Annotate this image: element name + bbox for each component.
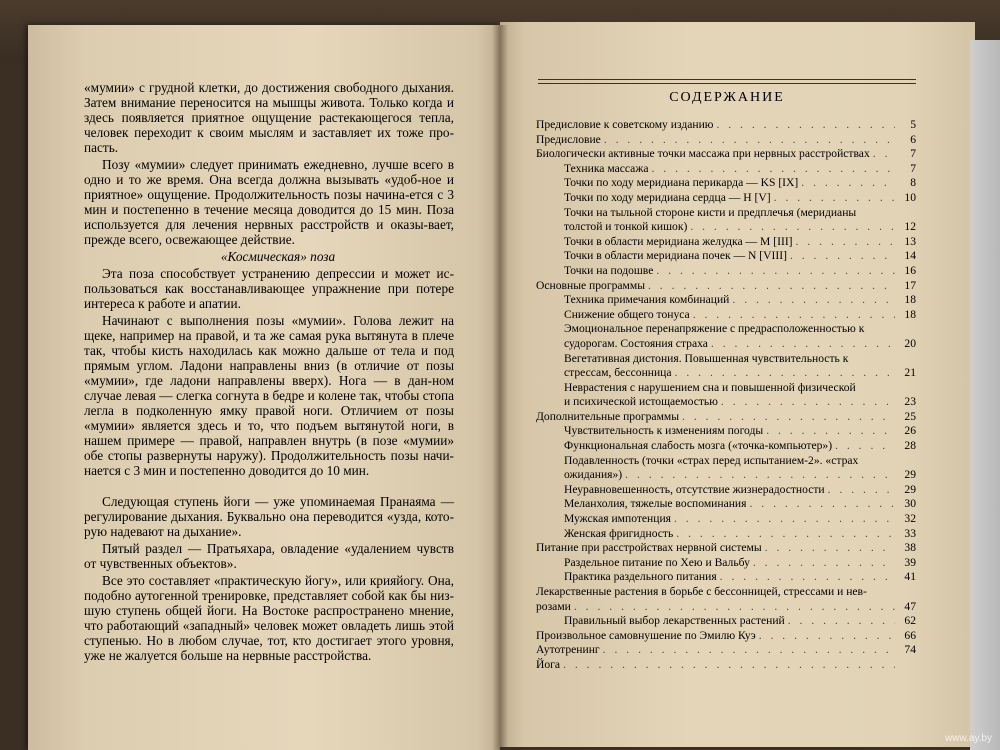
toc-entry [536,264,916,279]
toc-entry [536,337,916,352]
toc-leader-dots [682,410,895,425]
paragraph: Начинают с выполнения позы «мумии». Голова лежит на щеке, например на правой, и та же самая рука вытянута в плече так, чтобы кисть находилась как можно дальше от тела и под прямым углом. Ладони направлены вниз (в отличие от позы «мумии», где ладони направлены вверх). Нога — в дан-ном случае левая — слегка согнута в бедре и колене так, чтобы стопа легла в подколенную ямку правой ноги. Отличием от позы «мумии» является здесь и то, что подъем вытянутой ноги, в нашем примере — правой, направлен внутрь (в позе «мумии» обе стопы развернуты наружу). Продолжительность позы начи-нается с 3 мин и постепенно доводится до 10 мин. [84,313,454,478]
toc-page-number: 29 [904,482,916,496]
table-of-contents [536,118,916,673]
toc-entry-label: Техника примечания комбинаций [564,293,730,307]
toc-entry [536,570,916,585]
toc-leader-dots [721,395,895,410]
toc-entry-label: розами [536,599,571,613]
toc-entry [536,366,916,381]
toc-entry-label: Произвольное самовнушение по Эмилю Куэ [536,628,756,642]
toc-leader-dots [693,308,895,323]
paragraph: Позу «мумии» следует принимать ежедневно, лучше всего в одно и то же время. Она всегда должна вызывать «удоб-ное и приятное» ощущение. Продолжительность позы начина-ется с 3 мин и постепенно в течение месяца доводится до 15 мин. Поза используется для лечения нервных расстройств и оказы-вает, прежде всего, освежающее действие. [84,157,454,247]
toc-leader-dots [574,600,895,615]
toc-page-number: 14 [904,249,916,263]
toc-leader-dots [716,118,895,133]
toc-entry [536,424,916,439]
toc-leader-dots [801,176,895,191]
toc-page-number: 39 [904,555,916,569]
book-spine-fold [492,25,508,750]
toc-entry-line: Вегетативная дистония. Повышенная чувствительность к [564,351,849,365]
toc-page-number: 17 [904,278,916,292]
toc-entry [536,614,916,629]
toc-page-number: 66 [904,628,916,642]
toc-page-number: 7 [910,147,916,161]
toc-entry [536,235,916,250]
toc-entry-label: и психической истощаемостью [564,395,718,409]
toc-page-number: 23 [904,395,916,409]
toc-leader-dots [774,191,895,206]
toc-page-number: 32 [904,512,916,526]
toc-leader-dots [788,614,895,629]
toc-page-number: 6 [910,132,916,146]
toc-entry-label: Точки по ходу меридиана сердца — Н [V] [564,190,771,204]
left-page-text [84,80,454,663]
toc-page-number: 12 [904,220,916,234]
toc-page-number: 26 [904,424,916,438]
toc-entry [536,497,916,512]
toc-leader-dots [690,220,895,235]
toc-entry [536,147,916,162]
toc-leader-dots [835,439,895,454]
toc-leader-dots [759,629,895,644]
toc-leader-dots [656,264,895,279]
toc-entry [536,527,916,542]
toc-entry-label: Точки в области меридиана желудка — М [III] [564,234,793,248]
watermark: www.ay.by [944,733,992,744]
toc-leader-dots [796,235,895,250]
toc-leader-dots [753,556,895,571]
toc-page-number: 5 [910,118,916,131]
toc-entry-label: Женская фригидность [564,526,674,540]
toc-leader-dots [828,483,895,498]
toc-entry-label: Точки в области меридиана почек — N [VIII] [564,249,787,263]
toc-entry [536,629,916,644]
toc-entry-label: Меланхолия, тяжелые воспоминания [564,497,747,511]
toc-leader-dots [873,147,895,162]
toc-page-number: 7 [910,161,916,175]
toc-page-number: 18 [904,293,916,307]
toc-entry-line: Точки на тыльной стороне кисти и предплечья (меридианы [564,205,857,219]
toc-page-number: 38 [904,541,916,555]
toc-entry [536,483,916,498]
toc-page-number: 16 [904,263,916,277]
toc-page-number: 20 [904,336,916,350]
toc-entry [536,600,916,615]
toc-entry [536,541,916,556]
toc-leader-dots [603,643,895,658]
toc-entry-label: Неуравновешенность, отсутствие жизнерадостности [564,482,825,496]
toc-entry [536,556,916,571]
toc-entry [536,395,916,410]
toc-page-number: 8 [910,176,916,190]
toc-entry [536,118,916,133]
toc-entry [536,249,916,264]
toc-entry-label: Биологически активные точки массажа при нервных расстройствах [536,147,870,161]
toc-entry-label: судорогам. Состояния страха [564,336,708,350]
toc-entry-label: Снижение общего тонуса [564,307,690,321]
toc-leader-dots [749,497,895,512]
toc-entry-label: Чувствительность к изменениям погоды [564,424,764,438]
toc-page-number: 13 [904,234,916,248]
paragraph: Следующая ступень йоги — уже упоминаемая Пранаяма — регулирование дыхания. Буквально она переводится «узда, кото-рую надевают на дыхание». [84,494,454,539]
toc-leader-dots [732,293,895,308]
toc-page-number: 47 [904,599,916,613]
toc-entry-line: Подавленность (точки «страх перед испытанием-2». «страх [564,453,859,467]
toc-page-number: 29 [904,468,916,482]
toc-entry-label: Питание при расстройствах нервной системы [536,541,762,555]
toc-entry [536,410,916,425]
toc-entry-label: Точки по ходу меридиана перикарда — KS [IX] [564,176,799,190]
toc-entry-label: Функциональная слабость мозга («точка-компьютер») [564,439,833,453]
toc-entry-label: толстой и тонкой кишок) [564,220,688,234]
toc-entry-label: Мужская импотенция [564,512,671,526]
toc-leader-dots [604,133,895,148]
toc-entry [536,279,916,294]
toc-entry-label: Точки на подошве [564,263,654,277]
toc-entry-line: Неврастения с нарушением сна и повышенной физической [564,380,856,394]
toc-leader-dots [651,162,895,177]
section-title: «Космическая» поза [220,249,336,264]
toc-entry-label: Дополнительные программы [536,409,680,423]
toc-page-number: 28 [904,439,916,453]
toc-page-number: 62 [904,614,916,628]
toc-page-number: 30 [904,497,916,511]
toc-entry-label: стрессам, бессонница [564,366,672,380]
toc-entry [536,293,916,308]
toc-entry [536,308,916,323]
paragraph: «мумии» с грудной клетки, до достижения свободного дыхания. Затем внимание переносится на мышцы живота. Только когда и здесь появляется приятное ощущение растекающегося тепла, человек переходит к своим мыслям и заставляет их тоже про-пасть. [84,80,454,155]
toc-entry [536,468,916,483]
paragraph: Все это составляет «практическую йогу», или крияйогу. Она, подобно аутогенной тренировке, представляет собой как бы низ-шую ступень общей йоги. На Востоке распространено мнение, что работающий «западный» человек может овладеть лишь этой ступенью. Но в любом случае, тот, кто достигает этого уровня, уже не жалуется больше на нервные расстройства. [84,573,454,663]
paragraph: Пятый раздел — Пратьяхара, овладение «удалением чувств от чувственных объектов». [84,541,454,571]
toc-page-number: 74 [904,643,916,657]
toc-entry-label: Правильный выбор лекарственных растений [564,614,785,628]
toc-entry-label: Раздельное питание по Хею и Вальбу [564,555,750,569]
paragraph: Эта поза способствует устранению депрессии и может ис-пользоваться как восстанавливающее упражнение при потере интереса к работе и апатии. [84,266,454,311]
toc-entry [536,512,916,527]
toc-entry-label: Практика раздельного питания [564,570,717,584]
toc-entry [536,220,916,235]
toc-leader-dots [563,658,895,673]
toc-entry-label: ожидания») [564,468,623,482]
toc-entry [536,162,916,177]
toc-entry-label: Основные программы [536,278,645,292]
toc-entry-line: Лекарственные растения в борьбе с бессонницей, стрессами и нев- [536,585,867,598]
toc-entry-line: Эмоциональное перенапряжение с предрасположенностью к [564,322,865,336]
toc-entry [536,439,916,454]
toc-entry [536,643,916,658]
toc-title: СОДЕРЖАНИЕ [669,90,785,105]
toc-entry [536,176,916,191]
toc-leader-dots [765,541,895,556]
toc-page-number: 18 [904,307,916,321]
toc-entry-label: Предисловие [536,132,601,146]
toc-leader-dots [711,337,895,352]
next-page-edge [970,40,1000,750]
toc-page-number: 25 [904,409,916,423]
toc-entry [536,133,916,148]
toc-rule-top [538,79,916,80]
toc-page-number: 41 [904,570,916,584]
toc-leader-dots [675,366,895,381]
toc-entry-label: Техника массажа [564,161,649,175]
toc-entry-label: Йога [536,657,561,671]
toc-leader-dots [766,424,895,439]
toc-page-number: 21 [904,366,916,380]
toc-leader-dots [674,512,895,527]
toc-entry [536,191,916,206]
toc-rule-top-2 [538,83,916,84]
toc-entry-label: Аутотренинг [536,643,600,657]
toc-leader-dots [648,279,895,294]
toc-page-number: 33 [904,526,916,540]
toc-leader-dots [676,527,895,542]
toc-page-number: 10 [904,190,916,204]
toc-leader-dots [720,570,895,585]
toc-leader-dots [790,249,895,264]
toc-entry [536,658,916,673]
toc-leader-dots [625,468,895,483]
toc-entry-label: Предисловие к советскому изданию [536,118,714,131]
